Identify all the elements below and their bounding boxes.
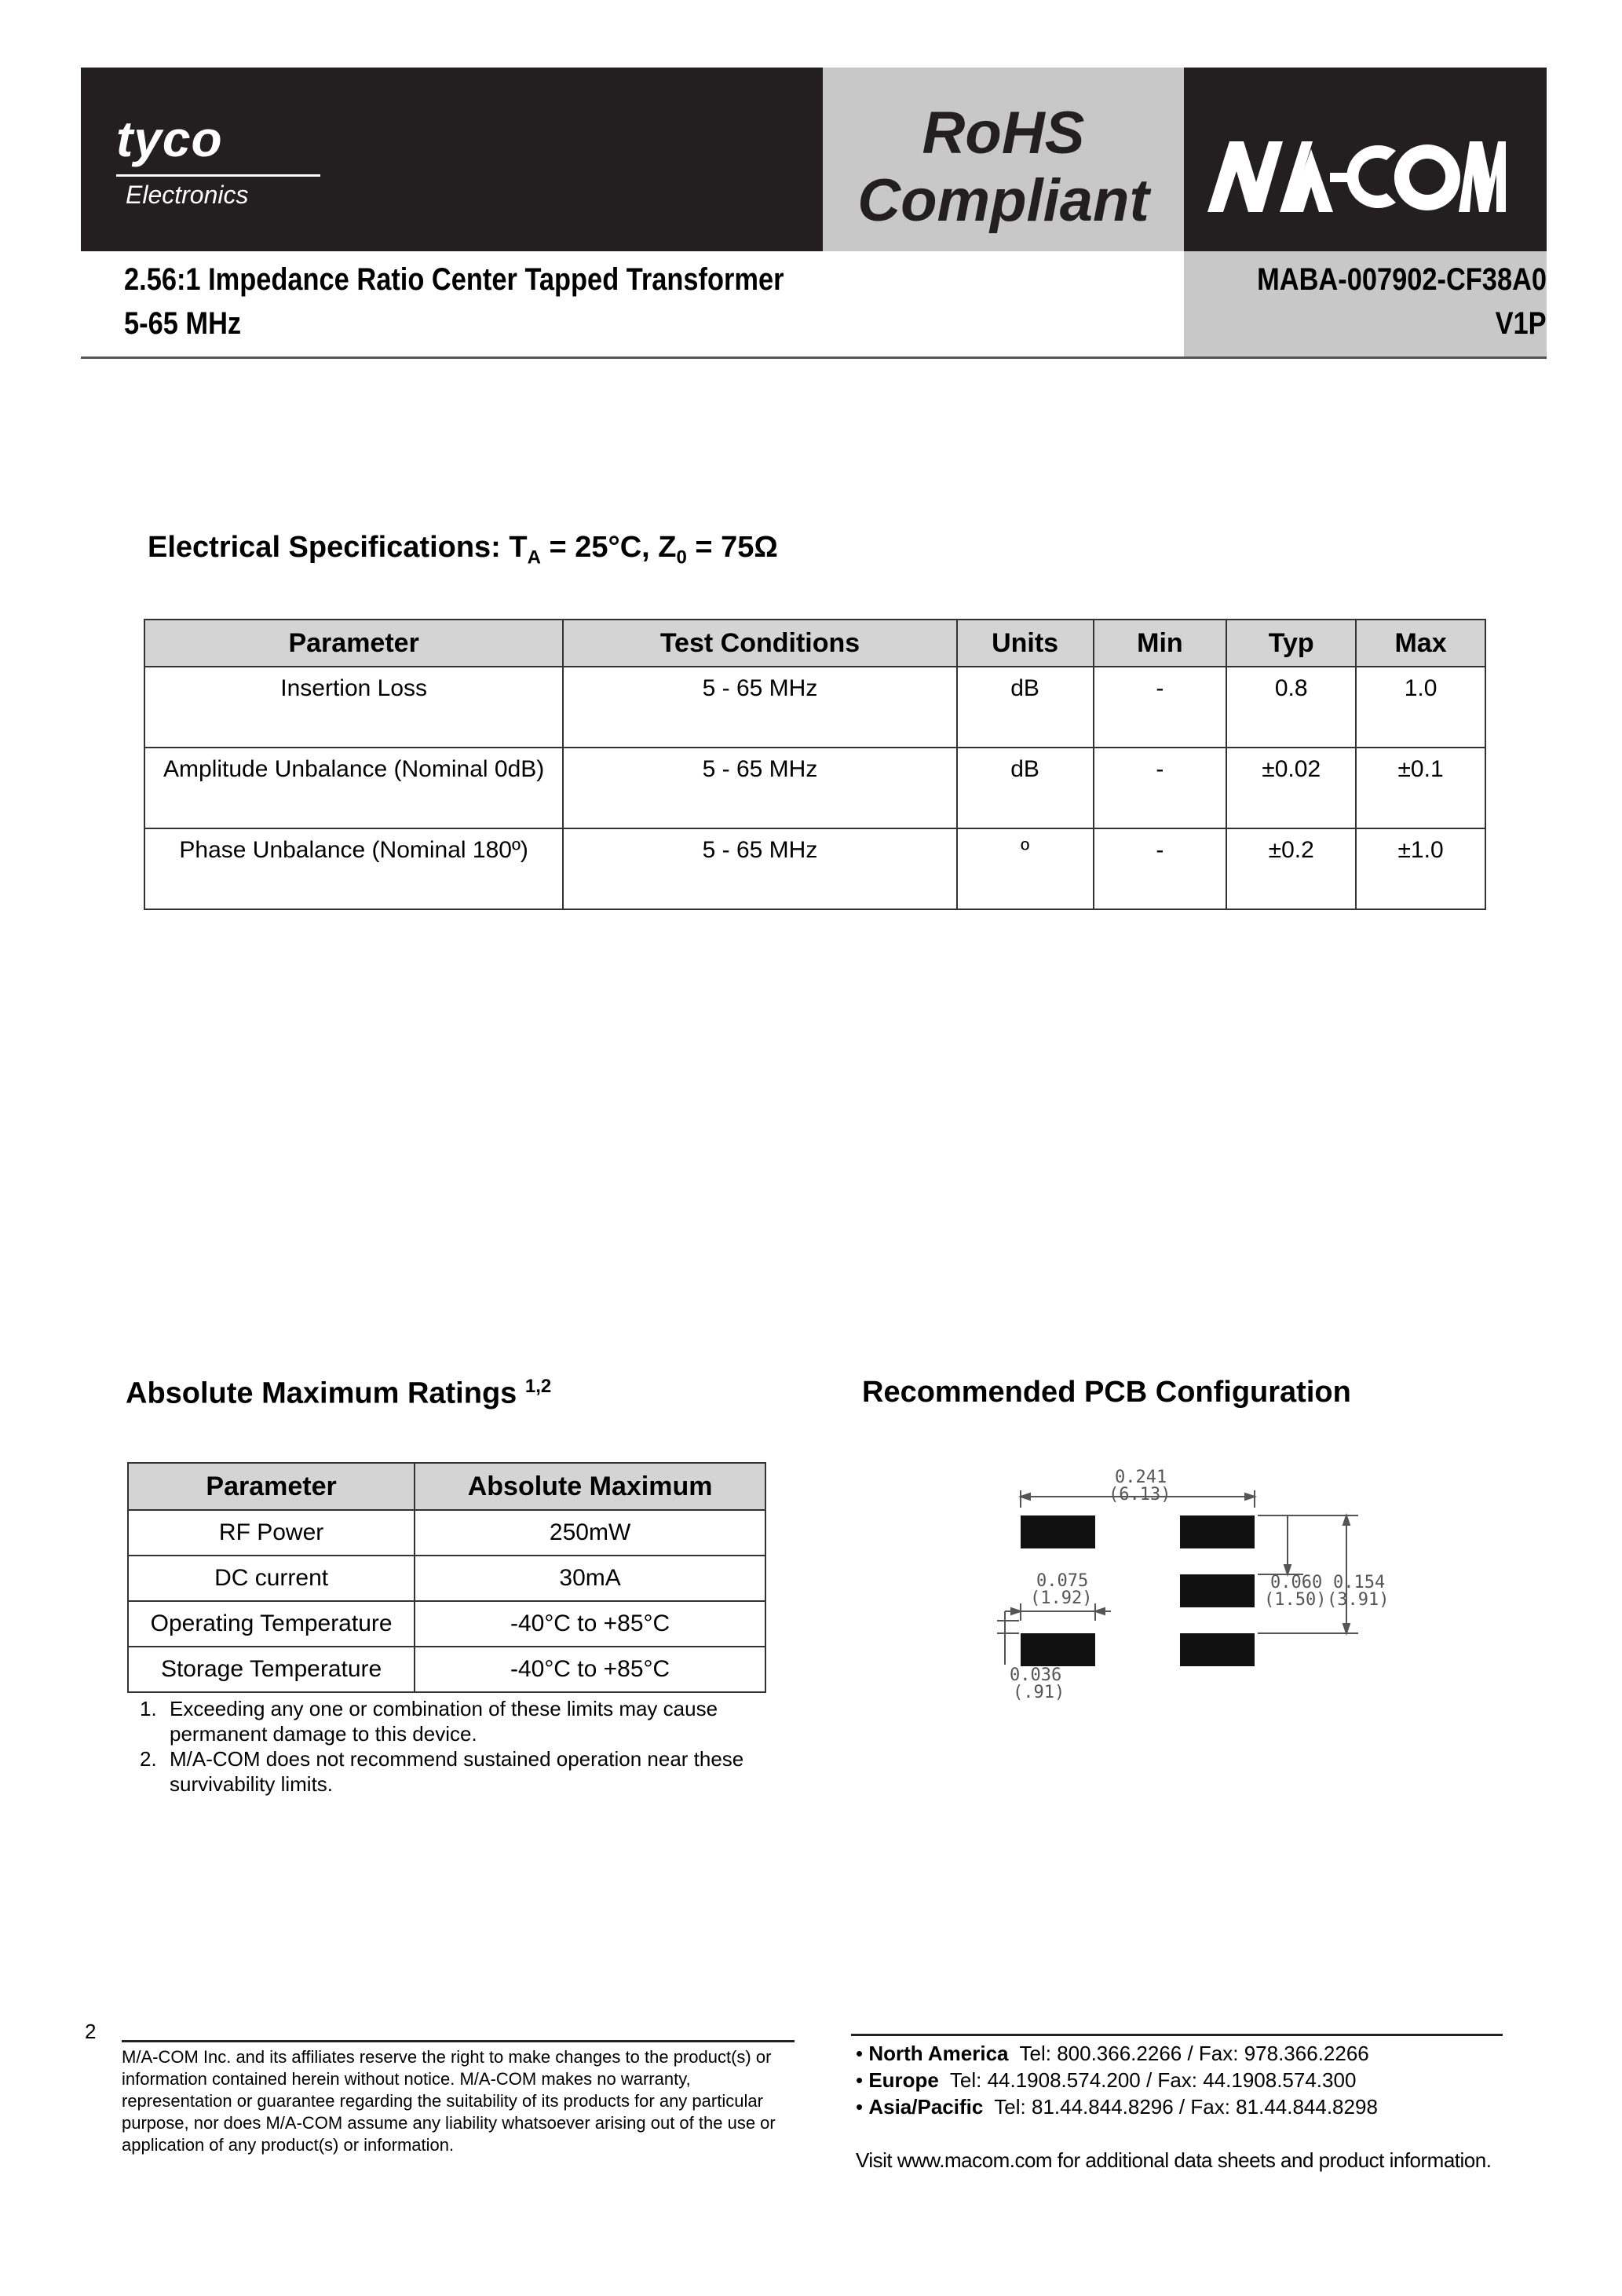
- contact-list: [856, 2040, 1378, 2120]
- absolute-max-table: [127, 1462, 766, 1693]
- footnote-number: 2.: [140, 1747, 157, 1771]
- footnote-text: Exceeding any one or combination of these limits may cause permanent damage to this device.: [170, 1697, 718, 1746]
- footnote-text: M/A-COM does not recommend sustained operation near these survivability limits.: [170, 1747, 744, 1796]
- table-row: [128, 1601, 765, 1647]
- table-cell: -: [1094, 667, 1227, 748]
- column-header: Max: [1356, 620, 1485, 667]
- contact-region: North America: [868, 2042, 1009, 2065]
- document-title: 2.56:1 Impedance Ratio Center Tapped Transformer: [124, 262, 784, 297]
- contact-region: Europe: [868, 2068, 939, 2092]
- part-number: MABA-007902-CF38A0: [1257, 262, 1547, 297]
- table-cell: dB: [957, 748, 1094, 828]
- electrical-specs-heading: Electrical Specifications: $T_A = 25^\circ C$, $Z_0 = 75\Omega$: [148, 531, 778, 569]
- table-row: [144, 828, 1485, 909]
- pcb-pad: [1180, 1515, 1255, 1548]
- document-subtitle: 5-65 MHz: [124, 306, 242, 341]
- footer-divider-left: [122, 2040, 795, 2042]
- dim-label: (1.92): [1030, 1589, 1093, 1608]
- table-cell: 1.0: [1356, 667, 1485, 748]
- tyco-logo: tyco: [116, 111, 223, 167]
- macom-logo: [1207, 133, 1506, 220]
- footnote-number: 1.: [140, 1697, 157, 1720]
- table-cell: -: [1094, 828, 1227, 909]
- footer-divider-right: [851, 2034, 1503, 2036]
- table-cell: 250mW: [415, 1510, 765, 1556]
- website-link-text[interactable]: Visit www.macom.com for additional data sheets and product information.: [856, 2148, 1492, 2172]
- table-cell: 30mA: [415, 1556, 765, 1601]
- table-cell: 5 - 65 MHz: [563, 828, 956, 909]
- dim-label: (3.91): [1327, 1590, 1390, 1610]
- pcb-layout-drawing: [974, 1468, 1413, 1712]
- table-cell: dB: [957, 667, 1094, 748]
- dim-label: (6.13): [1109, 1485, 1171, 1504]
- dim-label: 0.154: [1333, 1573, 1386, 1592]
- contact-item: • Asia/Pacific Tel: 81.44.844.8296 / Fax: 81.44.844.8298: [856, 2095, 1378, 2119]
- pcb-pad: [1021, 1515, 1095, 1548]
- contact-info: Tel: 44.1908.574.200 / Fax: 44.1908.574.300: [949, 2068, 1357, 2092]
- contact-item: • Europe Tel: 44.1908.574.200 / Fax: 44.1908.574.300: [856, 2068, 1357, 2092]
- table-row: [128, 1510, 765, 1556]
- page-number: 2: [85, 2020, 97, 2043]
- version-label: V1P: [1495, 306, 1547, 341]
- table-cell: 0.8: [1226, 667, 1356, 748]
- table-cell: -40°C to +85°C: [415, 1601, 765, 1647]
- table-cell: RF Power: [128, 1510, 415, 1556]
- table-header-row: [128, 1463, 765, 1510]
- table-cell: Insertion Loss: [144, 667, 563, 748]
- table-cell: 5 - 65 MHz: [563, 667, 956, 748]
- table-cell: 5 - 65 MHz: [563, 748, 956, 828]
- table-header-row: [144, 620, 1485, 667]
- table-cell: Phase Unbalance (Nominal 180º): [144, 828, 563, 909]
- table-row: [144, 748, 1485, 828]
- tyco-logo-rule: [116, 174, 320, 177]
- column-header: Parameter: [144, 620, 563, 667]
- table-cell: ±0.02: [1226, 748, 1356, 828]
- column-header: Absolute Maximum: [415, 1463, 765, 1510]
- dim-label: (.91): [1013, 1683, 1065, 1702]
- column-header: Parameter: [128, 1463, 415, 1510]
- table-cell: -: [1094, 748, 1227, 828]
- pcb-pad: [1021, 1633, 1095, 1666]
- table-cell: Storage Temperature: [128, 1647, 415, 1692]
- title-divider: [81, 356, 1547, 359]
- contact-info: Tel: 800.366.2266 / Fax: 978.366.2266: [1019, 2042, 1369, 2065]
- dim-label: 0.060: [1270, 1573, 1323, 1592]
- table-cell: ±0.2: [1226, 828, 1356, 909]
- table-row: [144, 667, 1485, 748]
- table-row: [128, 1647, 765, 1692]
- footnote: [140, 1746, 784, 1797]
- table-cell: ±1.0: [1356, 828, 1485, 909]
- dim-label: 0.241: [1115, 1468, 1167, 1487]
- contact-info: Tel: 81.44.844.8296 / Fax: 81.44.844.8298: [994, 2095, 1378, 2119]
- column-header: Units: [957, 620, 1094, 667]
- column-header: Typ: [1226, 620, 1356, 667]
- dim-label: (1.50): [1264, 1590, 1327, 1610]
- table-cell: º: [957, 828, 1094, 909]
- contact-item: • North America Tel: 800.366.2266 / Fax: 978.366.2266: [856, 2042, 1369, 2065]
- electrical-specs-table: [144, 619, 1486, 910]
- pcb-pad: [1180, 1574, 1255, 1607]
- rohs-label-line2: Compliant: [857, 167, 1149, 234]
- footnotes: [140, 1696, 784, 1797]
- pcb-config-heading: Recommended PCB Configuration: [862, 1376, 1351, 1409]
- column-header: Min: [1094, 620, 1227, 667]
- legal-disclaimer: M/A-COM Inc. and its affiliates reserve the right to make changes to the product(s) or information contained herein without notice. M/A-COM makes no warranty, representation or guarantee regarding the suitability of its products for any particular purpose, nor does M/A-COM assume any liability whatsoever arising out of the use or application of any product(s) or information.: [122, 2047, 776, 2155]
- dim-label: 0.036: [1010, 1665, 1062, 1685]
- pcb-pad: [1180, 1633, 1255, 1666]
- column-header: Test Conditions: [563, 620, 956, 667]
- absolute-max-heading: Absolute Maximum Ratings $^{1,2}$: [126, 1376, 552, 1410]
- table-cell: Operating Temperature: [128, 1601, 415, 1647]
- rohs-label-line1: RoHS: [922, 100, 1085, 166]
- table-cell: Amplitude Unbalance (Nominal 0dB): [144, 748, 563, 828]
- tyco-logo-subtitle: Electronics: [126, 181, 249, 209]
- table-row: [128, 1556, 765, 1601]
- dim-label: 0.075: [1036, 1571, 1089, 1591]
- table-cell: -40°C to +85°C: [415, 1647, 765, 1692]
- table-cell: DC current: [128, 1556, 415, 1601]
- table-cell: ±0.1: [1356, 748, 1485, 828]
- contact-region: Asia/Pacific: [868, 2095, 984, 2119]
- footnote: [140, 1696, 784, 1746]
